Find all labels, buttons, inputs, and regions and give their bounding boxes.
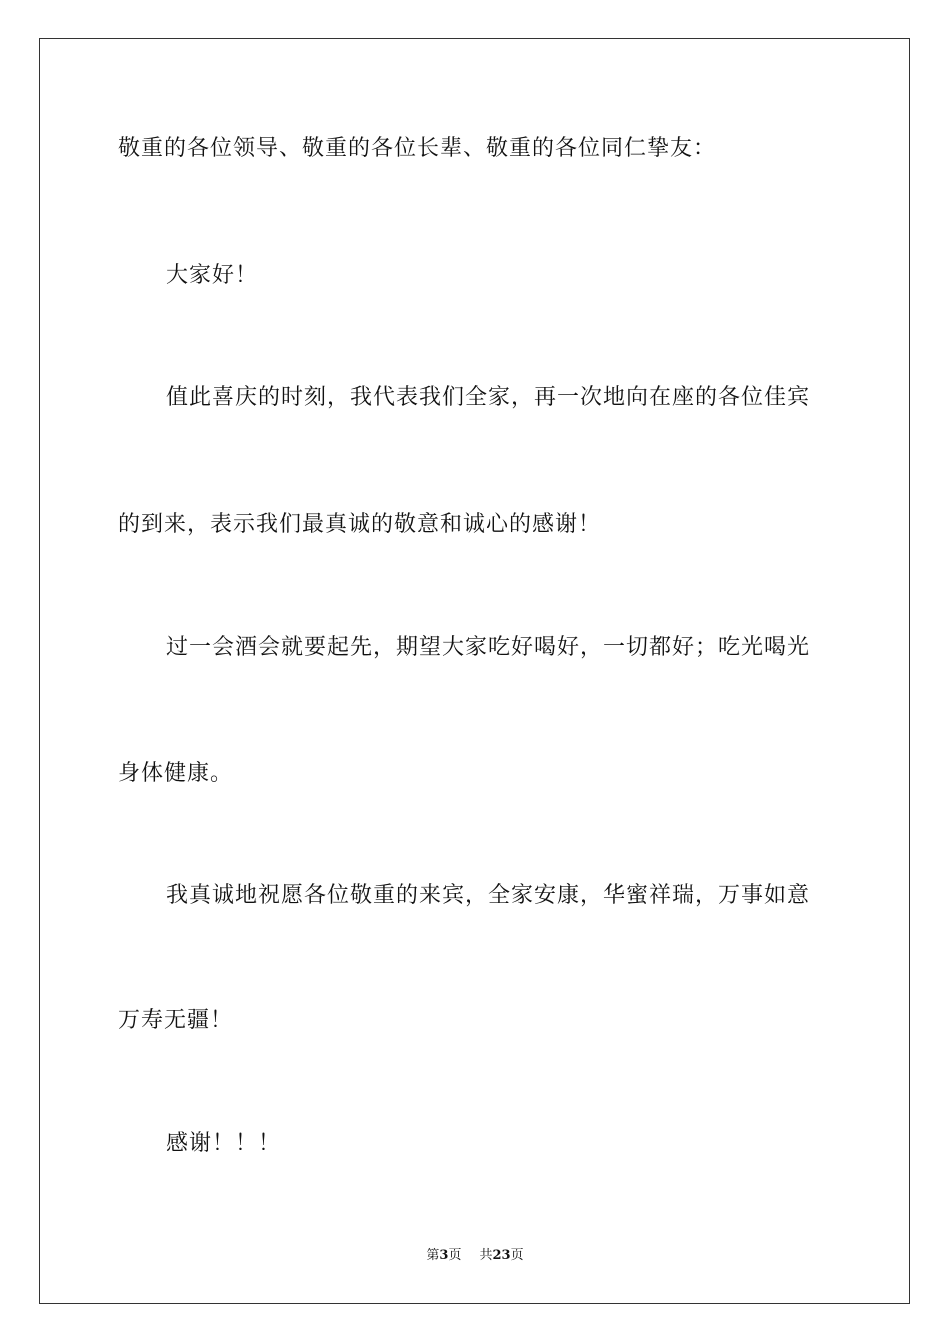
page-border [39,38,910,1304]
paragraph-1-line-2: 的到来，表示我们最真诚的敬意和诚心的感谢！ [118,512,602,537]
closing-line: 感谢！！！ [166,1131,282,1156]
total-page-number: 23 [492,1248,511,1263]
page-prefix: 第 [426,1248,440,1263]
page-footer [0,1247,950,1265]
paragraph-2-line-2: 身体健康。 [118,761,234,786]
greeting-line: 大家好！ [166,263,259,288]
paragraph-3-line-1: 我真诚地祝愿各位敬重的来宾，全家安康，华蜜祥瑞，万事如意 [166,883,811,908]
paragraph-1-line-1: 值此喜庆的时刻，我代表我们全家，再一次地向在座的各位佳宾 [166,385,811,410]
total-prefix: 共 [479,1248,493,1263]
current-page-number: 3 [439,1248,449,1263]
paragraph-3-line-2: 万寿无疆！ [118,1008,234,1033]
total-suffix: 页 [510,1248,524,1263]
salutation-line: 敬重的各位领导、敬重的各位长辈、敬重的各位同仁挚友： [118,136,717,161]
page-suffix: 页 [448,1248,462,1263]
paragraph-2-line-1: 过一会酒会就要起先，期望大家吃好喝好，一切都好；吃光喝光 [166,635,811,660]
